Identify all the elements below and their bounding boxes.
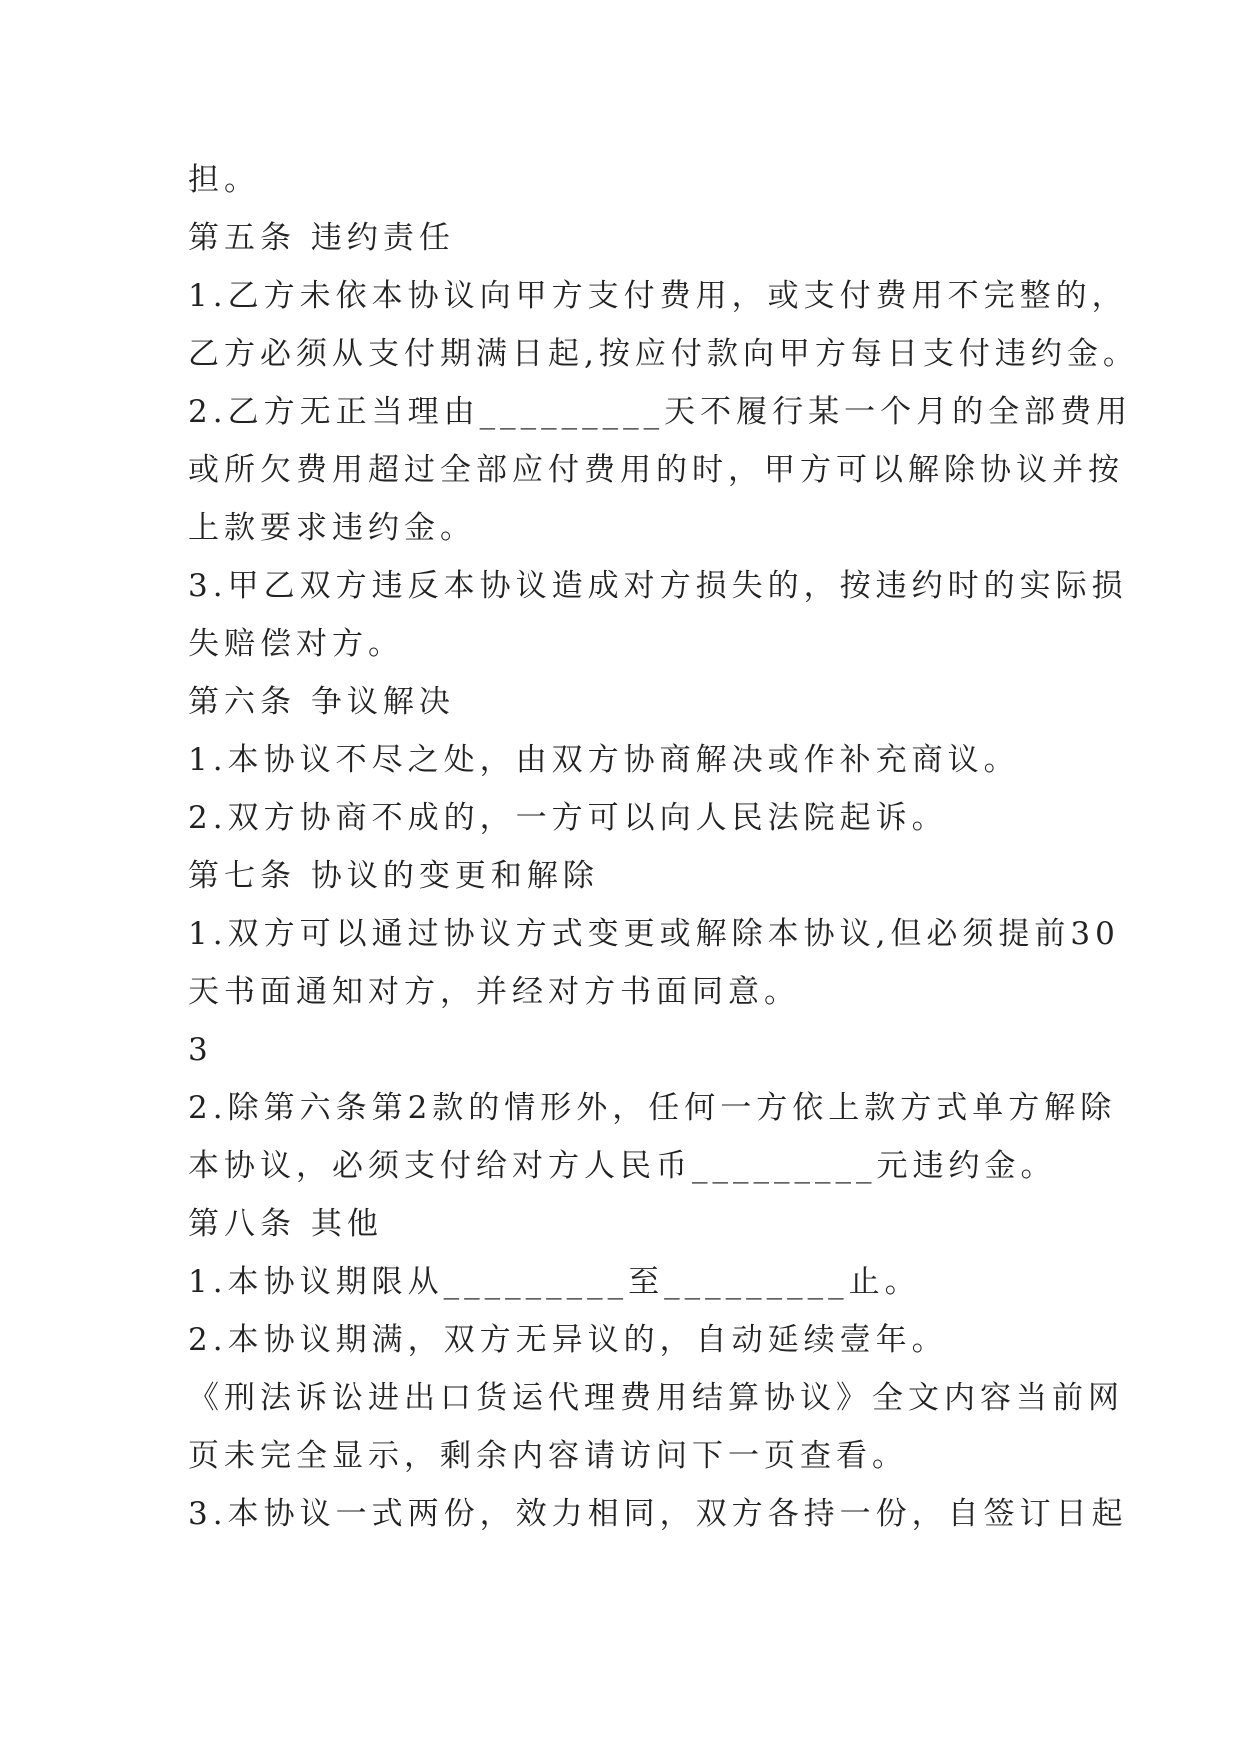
page-number: 3 [188, 1032, 213, 1068]
section-heading-article-6: 第六条 争议解决 [188, 684, 455, 720]
text-line: 天书面通知对方，并经对方书面同意。 [188, 974, 800, 1010]
text-line: 2.本协议期满，双方无异议的，自动延续壹年。 [188, 1322, 948, 1358]
text-line: 2.除第六条第2款的情形外，任何一方依上款方式单方解除 [188, 1090, 1117, 1126]
section-heading-article-7: 第七条 协议的变更和解除 [188, 858, 599, 894]
text-line: 3.甲乙双方违反本协议造成对方损失的，按违约时的实际损 [188, 568, 1128, 604]
text-line: 2.乙方无正当理由_________天不履行某一个月的全部费用 [188, 394, 1133, 430]
text-line: 2.双方协商不成的，一方可以向人民法院起诉。 [188, 800, 948, 836]
text-line: 1.本协议期限从_________至_________止。 [188, 1264, 921, 1300]
text-line: 1.本协议不尽之处，由双方协商解决或作补充商议。 [188, 742, 1020, 778]
section-heading-article-5: 第五条 违约责任 [188, 220, 455, 256]
text-line: 或所欠费用超过全部应付费用的时，甲方可以解除协议并按 [188, 452, 1124, 488]
text-line: 3.本协议一式两份，效力相同，双方各持一份，自签订日起 [188, 1496, 1128, 1532]
text-line: 失赔偿对方。 [188, 626, 404, 662]
text-line: 担。 [188, 162, 260, 198]
notice-text: 《刑法诉讼进出口货运代理费用结算协议》全文内容当前网 [188, 1380, 1124, 1416]
text-line: 1.双方可以通过协议方式变更或解除本协议,但必须提前30 [188, 916, 1120, 952]
text-line: 乙方必须从支付期满日起,按应付款向甲方每日支付违约金。 [188, 336, 1139, 372]
text-line: 上款要求违约金。 [188, 510, 476, 546]
section-heading-article-8: 第八条 其他 [188, 1206, 383, 1242]
text-line: 本协议，必须支付给对方人民币_________元违约金。 [188, 1148, 1057, 1184]
notice-text: 页未完全显示，剩余内容请访问下一页查看。 [188, 1438, 908, 1474]
text-line: 1.乙方未依本协议向甲方支付费用，或支付费用不完整的， [188, 278, 1128, 314]
